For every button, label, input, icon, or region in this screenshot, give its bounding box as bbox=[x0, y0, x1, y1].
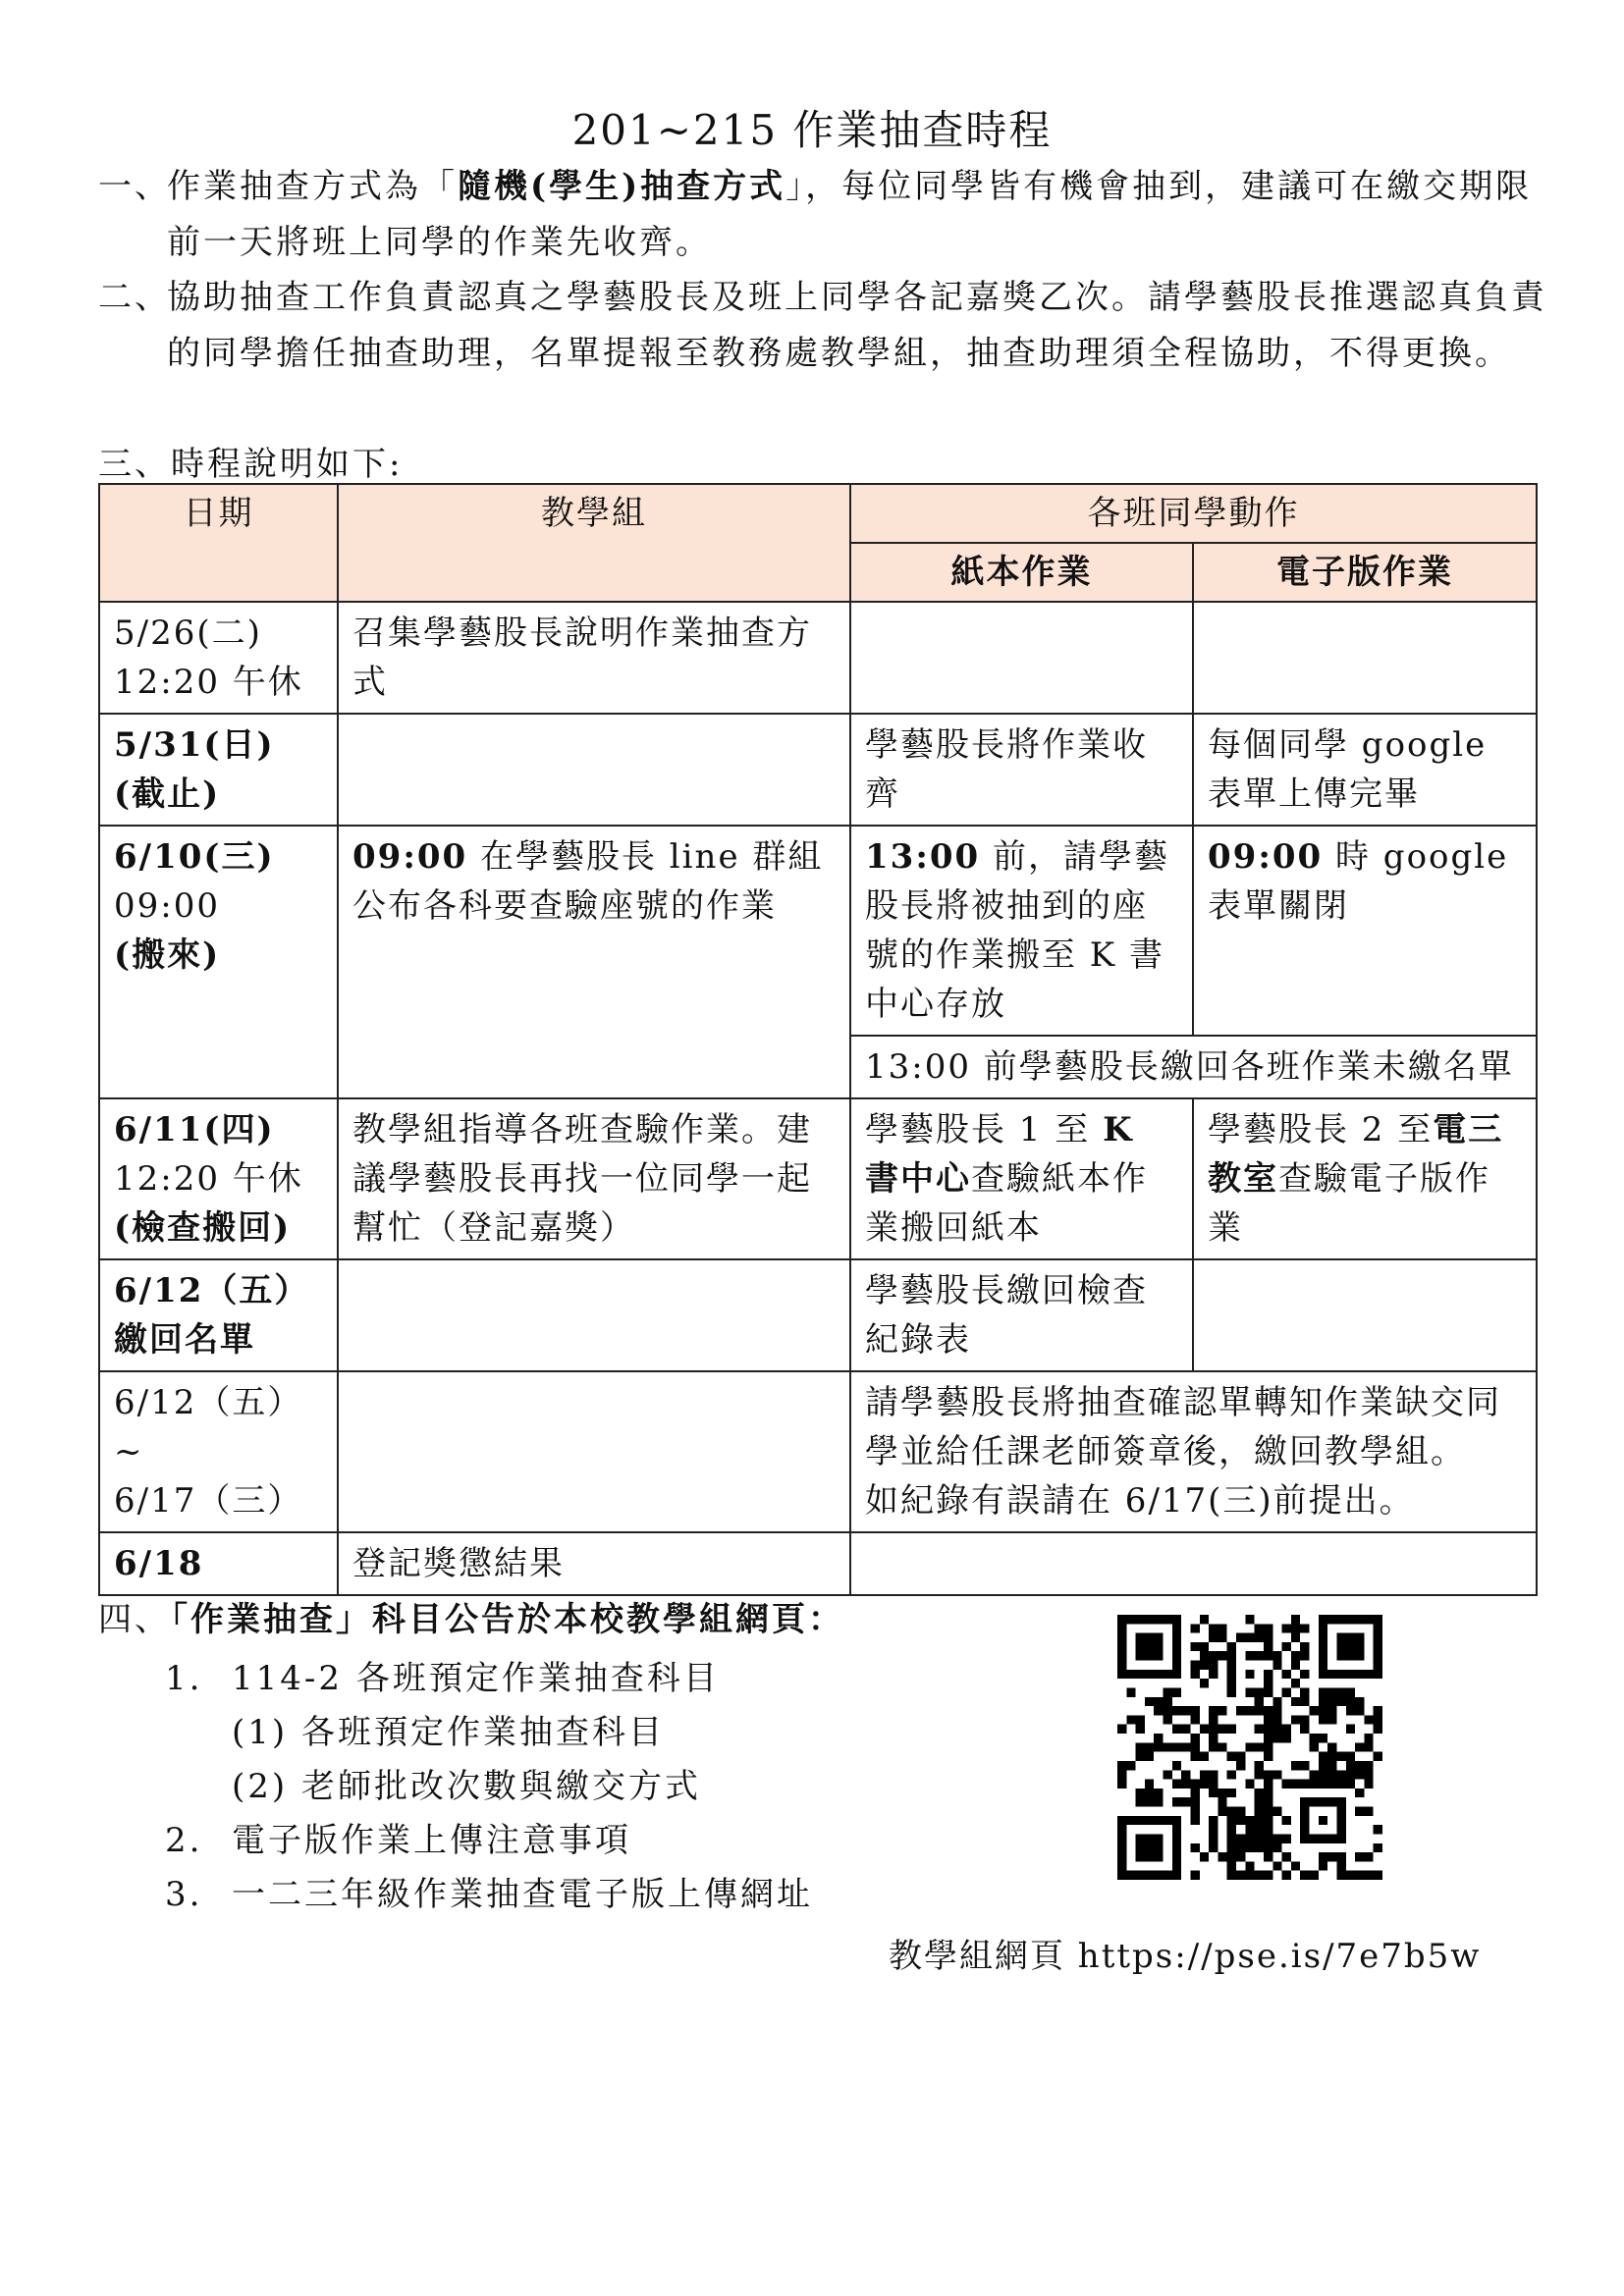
team-cell bbox=[338, 714, 850, 826]
merged-action-cell: 13:00 前學藝股長繳回各班作業未繳名單 bbox=[850, 1036, 1537, 1098]
header-class-action: 各班同學動作 bbox=[850, 484, 1537, 543]
qr-code-icon[interactable] bbox=[1117, 1615, 1382, 1880]
table-row bbox=[99, 1259, 1537, 1371]
website-url[interactable]: 教學組網頁 https://pse.is/7e7b5w bbox=[889, 1937, 1482, 1976]
table-row bbox=[99, 1532, 1537, 1595]
section-text: 作業抽查方式為「隨機(學生)抽查方式」，每位同學皆有機會抽到，建議可在繳交期限前一天將班上同學的作業先收齊。 bbox=[167, 167, 1533, 262]
link-text[interactable]: 114-2 各班預定作業抽查科目 bbox=[232, 1659, 720, 1698]
team-cell bbox=[338, 1259, 850, 1371]
section-number: 二、 bbox=[98, 278, 171, 317]
team-cell: 教學組指導各班查驗作業。建議學藝股長再找一位同學一起幫忙（登記嘉獎） bbox=[338, 1098, 850, 1259]
schedule-table bbox=[98, 483, 1538, 1596]
table-row bbox=[99, 714, 1537, 826]
table-row bbox=[99, 602, 1537, 714]
link-text[interactable]: (1) 各班預定作業抽查科目 bbox=[232, 1713, 665, 1752]
team-cell: 登記獎懲結果 bbox=[338, 1532, 850, 1595]
merged-action-cell bbox=[850, 1532, 1537, 1595]
paper-cell bbox=[850, 602, 1193, 714]
table-row bbox=[99, 1098, 1537, 1259]
section-number: 三、 bbox=[98, 445, 171, 484]
section-text: 協助抽查工作負責認真之學藝股長及班上同學各記嘉獎乙次。請學藝股長推選認真負責的同學擔任抽查助理，名單提報至教務處教學組，抽查助理須全程協助，不得更換。 bbox=[167, 278, 1547, 373]
section-4 bbox=[98, 1595, 844, 1644]
merged-action-cell: 請學藝股長將抽查確認單轉知作業缺交同學並給任課老師簽章後，繳回教學組。 如紀錄有誤請在 6/17(三)前提出。 bbox=[850, 1371, 1537, 1532]
date-cell: 6/12（五） 繳回名單 bbox=[99, 1259, 338, 1371]
date-cell: 6/18 bbox=[99, 1532, 338, 1595]
team-cell: 召集學藝股長說明作業抽查方式 bbox=[338, 602, 850, 714]
table-row bbox=[99, 1371, 1537, 1532]
section-1 bbox=[98, 159, 1551, 271]
date-cell: 6/10(三) 09:00 (搬來) bbox=[99, 826, 338, 1098]
paper-cell: 學藝股長將作業收齊 bbox=[850, 714, 1193, 826]
digital-cell: 09:00 時 google 表單關閉 bbox=[1193, 826, 1537, 1036]
section-2 bbox=[98, 270, 1551, 382]
team-cell bbox=[338, 1371, 850, 1532]
header-date: 日期 bbox=[99, 484, 338, 602]
date-cell: 6/12（五） ~ 6/17（三） bbox=[99, 1371, 338, 1532]
table-row bbox=[99, 826, 1537, 1036]
paper-cell: 學藝股長繳回檢查紀錄表 bbox=[850, 1259, 1193, 1371]
date-cell: 5/26(二) 12:20 午休 bbox=[99, 602, 338, 714]
digital-cell: 每個同學 google 表單上傳完畢 bbox=[1193, 714, 1537, 826]
page-title: 201~215 作業抽查時程 bbox=[571, 106, 1053, 154]
emphasis: 隨機(學生)抽查方式 bbox=[458, 167, 786, 206]
date-cell: 5/31(日) (截止) bbox=[99, 714, 338, 826]
header-team: 教學組 bbox=[338, 484, 850, 602]
link-text[interactable]: (2) 老師批改次數與繳交方式 bbox=[232, 1767, 701, 1806]
table-header-row bbox=[99, 484, 1537, 543]
header-digital: 電子版作業 bbox=[1193, 543, 1537, 602]
digital-cell: 學藝股長 2 至電三教室查驗電子版作業 bbox=[1193, 1098, 1537, 1259]
digital-cell bbox=[1193, 602, 1537, 714]
link-text[interactable]: 電子版作業上傳注意事項 bbox=[232, 1821, 631, 1860]
section-number: 四、 bbox=[98, 1600, 171, 1639]
link-text[interactable]: 一二三年級作業抽查電子版上傳網址 bbox=[232, 1875, 813, 1914]
header-paper: 紙本作業 bbox=[850, 543, 1193, 602]
section-text: 時程說明如下: bbox=[171, 445, 404, 484]
digital-cell bbox=[1193, 1259, 1537, 1371]
team-cell: 09:00 在學藝股長 line 群組公布各科要查驗座號的作業 bbox=[338, 826, 850, 1098]
section-text: 「作業抽查」科目公告於本校教學組網頁： bbox=[171, 1600, 844, 1639]
date-cell: 6/11(四) 12:20 午休 (檢查搬回) bbox=[99, 1098, 338, 1259]
paper-cell: 13:00 前，請學藝股長將被抽到的座號的作業搬至 K 書中心存放 bbox=[850, 826, 1193, 1036]
section-number: 一、 bbox=[98, 167, 171, 206]
paper-cell: 學藝股長 1 至 K 書中心查驗紙本作業搬回紙本 bbox=[850, 1098, 1193, 1259]
